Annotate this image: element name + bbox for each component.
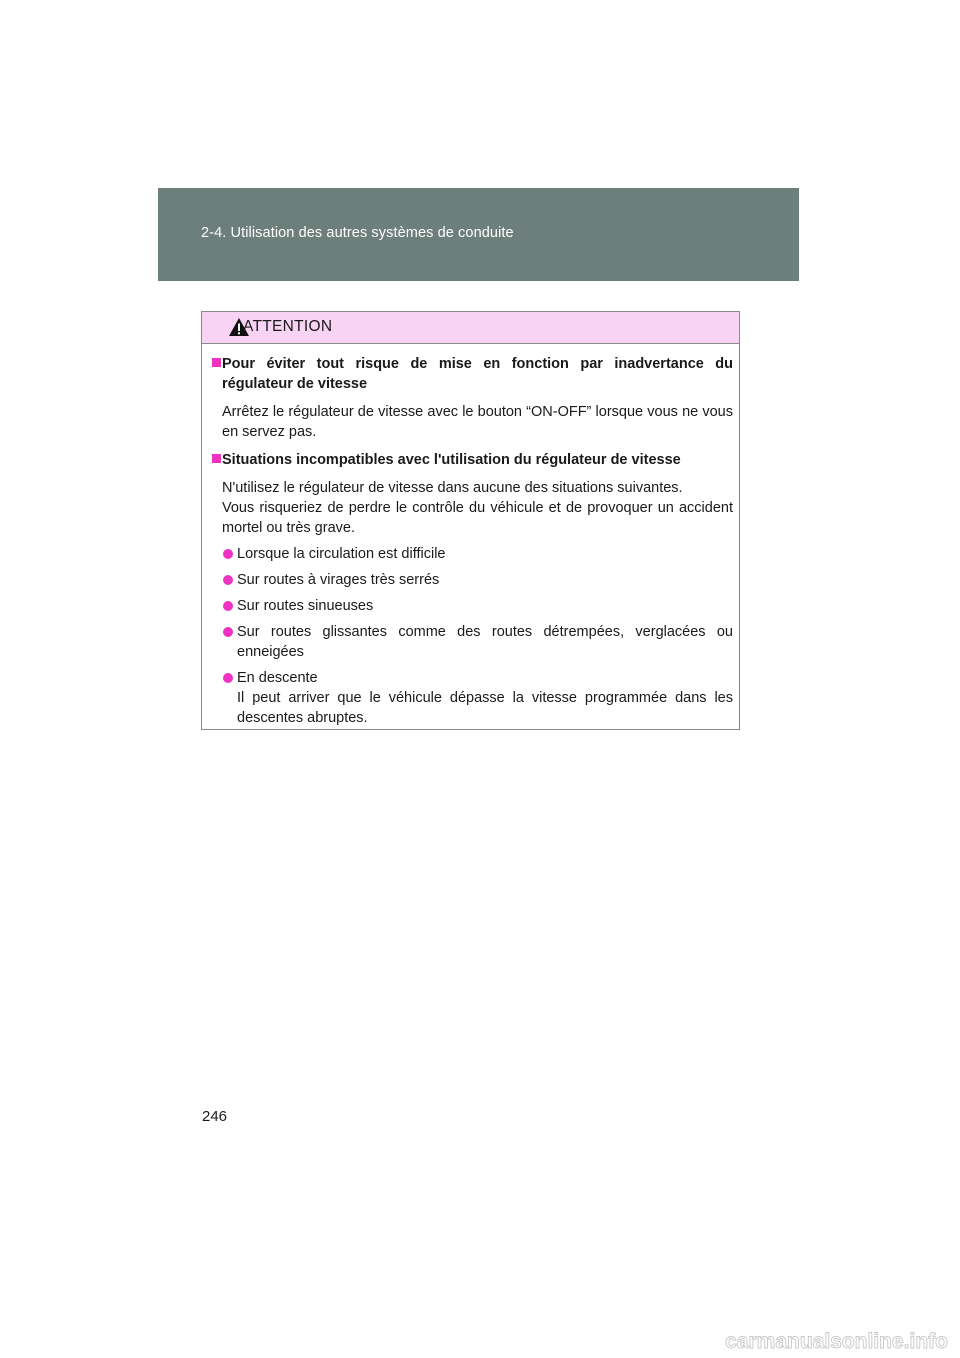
square-bullet-icon [212, 358, 221, 367]
round-bullet-icon [223, 627, 233, 637]
section-paragraph: Vous risqueriez de perdre le contrôle du véhicule et de provoquer un accident mortel ou très grave. [222, 500, 733, 536]
round-bullet-icon [223, 575, 233, 585]
chapter-header-band [158, 188, 799, 281]
warning-section-incompatible-situations [212, 450, 733, 728]
warning-section-inadvertent-activation [212, 354, 733, 442]
list-item [222, 596, 733, 616]
section-paragraph: N'utilisez le régulateur de vitesse dans aucune des situations suivantes. [222, 480, 683, 496]
page-number: 246 [202, 1108, 228, 1125]
section-title: Situations incompatibles avec l'utilisation du régulateur de vitesse [222, 452, 681, 468]
list-item-detail: Il peut arriver que le véhicule dépasse la vitesse programmée dans les descentes abruptes. [237, 690, 733, 726]
attention-header [202, 312, 739, 344]
list-item-text: En descente [237, 670, 318, 686]
round-bullet-icon [223, 549, 233, 559]
watermark-text: carmanualsonline.info [725, 1330, 948, 1353]
section-paragraph: Arrêtez le régulateur de vitesse avec le bouton “ON-OFF” lorsque vous ne vous en servez pas. [222, 404, 733, 440]
list-item-text: Sur routes glissantes comme des routes détrempées, verglacées ou enneigées [237, 624, 733, 660]
attention-box [201, 311, 740, 730]
watermark-logo [0, 1324, 957, 1356]
list-item-text: Sur routes sinueuses [237, 598, 374, 614]
list-item [222, 622, 733, 662]
section-title: Pour éviter tout risque de mise en fonction par inadvertance du régulateur de vitesse [222, 356, 733, 392]
situations-list [222, 544, 733, 728]
round-bullet-icon [223, 673, 233, 683]
list-item [222, 668, 733, 728]
square-bullet-icon [212, 454, 221, 463]
attention-body [202, 344, 739, 728]
list-item-text: Sur routes à virages très serrés [237, 572, 440, 588]
list-item [222, 544, 733, 564]
round-bullet-icon [223, 601, 233, 611]
chapter-section-label: 2-4. Utilisation des autres systèmes de conduite [201, 225, 514, 241]
list-item-text: Lorsque la circulation est difficile [237, 546, 446, 562]
list-item [222, 570, 733, 590]
attention-title: ATTENTION [243, 318, 333, 335]
